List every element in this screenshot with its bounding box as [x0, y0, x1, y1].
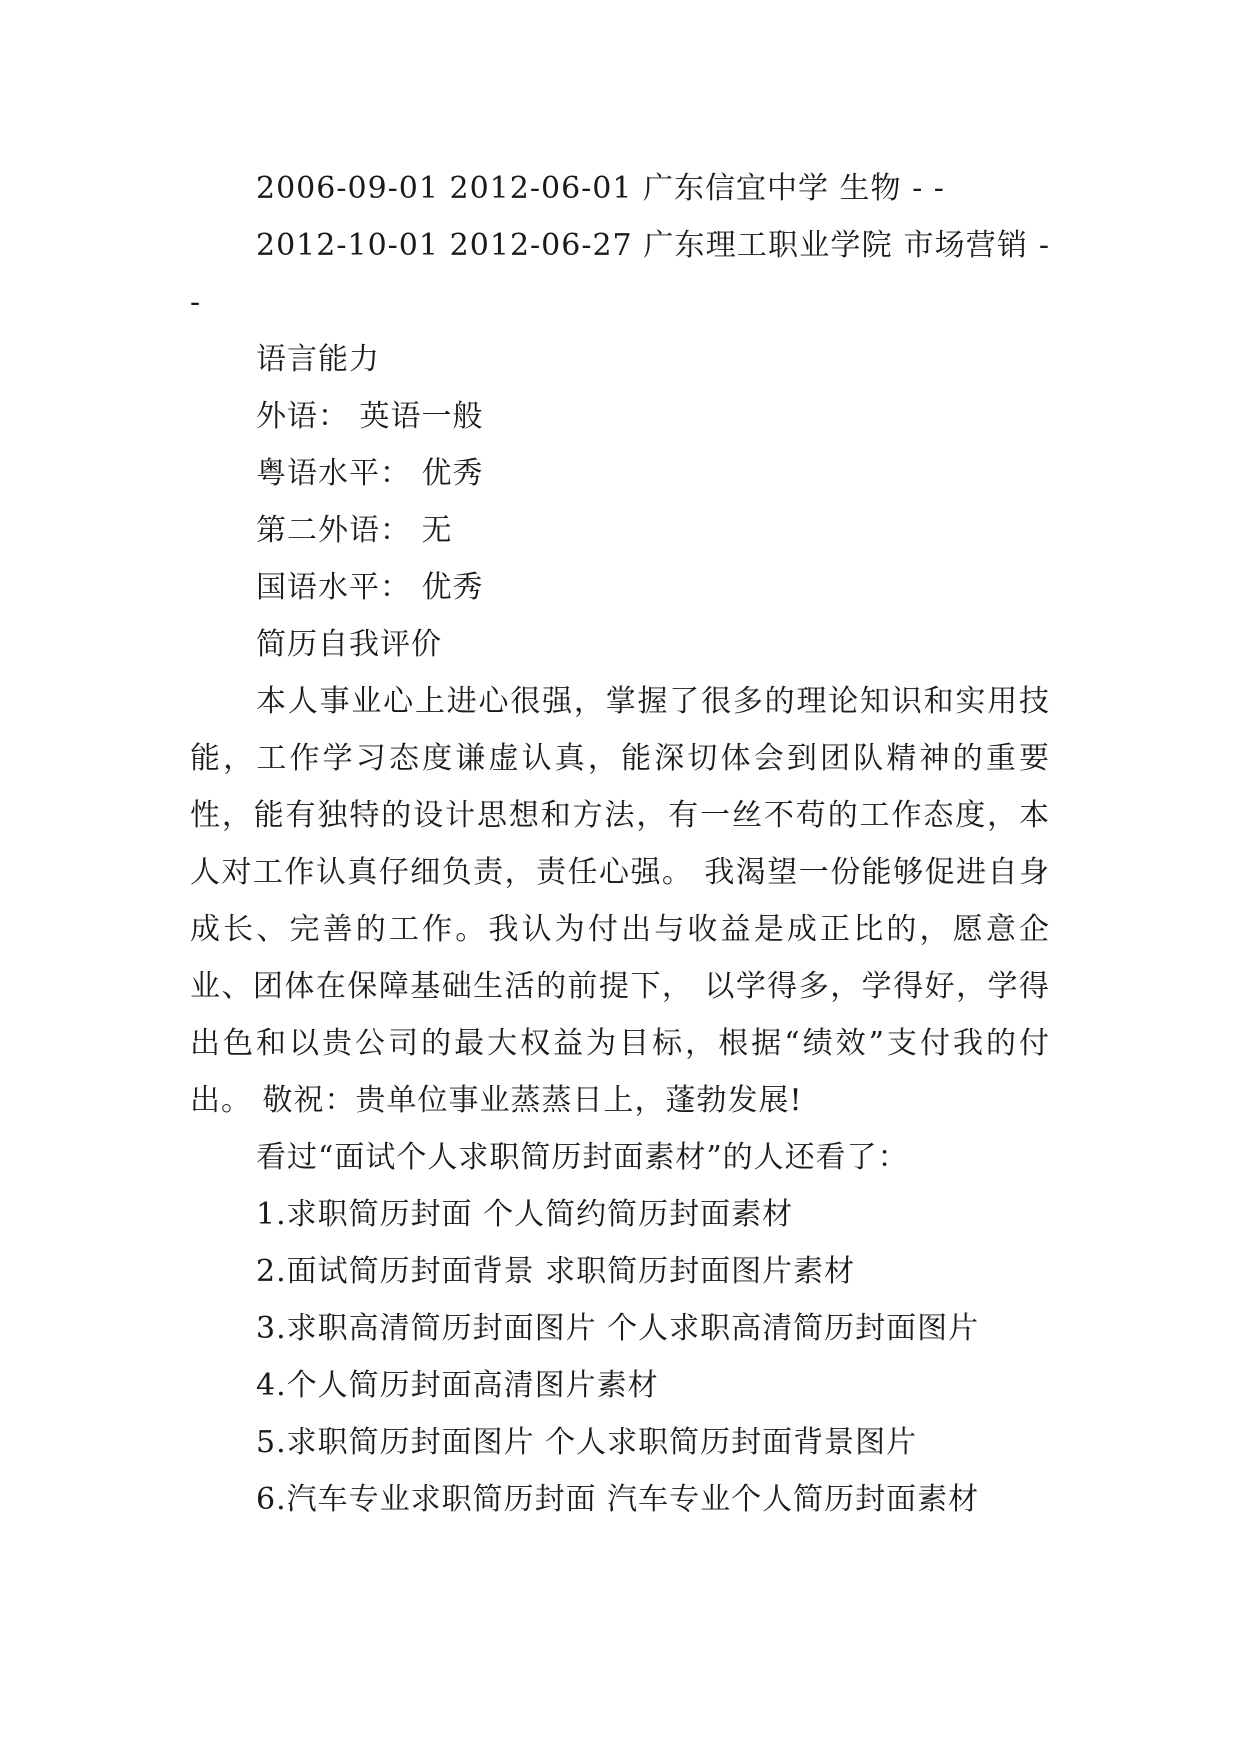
- related-link[interactable]: 2.面试简历封面背景 求职简历封面图片素材: [256, 1254, 856, 1289]
- self-eval-body: 本人事业心上进心很强，掌握了很多的理论知识和实用技能，工作学习态度谦虚认真，能深切体会到团队精神的重要性，能有独特的设计思想和方法，有一丝不苟的工作态度，本人对工作认真仔细负责，责任心强。 我渴望一份能够促进自身成长、完善的工作。我认为付出与收益是成正比的，愿意企业、团体在保障基础生活的前提下， 以学得多，学得好，学得出色和以贵公司的最大权益为目标，根据“绩效”支付我的付出。 敬祝：贵单位事业蒸蒸日上，蓬勃发展!: [190, 684, 1050, 1118]
- language-item: 国语水平： 优秀: [256, 570, 484, 605]
- related-heading: 看过“面试个人求职简历封面素材”的人还看了：: [256, 1140, 909, 1175]
- education-line-1: 2006-09-01 2012-06-01 广东信宜中学 生物 - -: [256, 171, 945, 206]
- related-link[interactable]: 5.求职简历封面图片 个人求职简历封面背景图片: [256, 1425, 918, 1460]
- education-line-2: 2012-10-01 2012-06-27 广东理工职业学院 市场营销 - -: [190, 228, 1050, 320]
- self-eval-heading: 简历自我评价: [256, 627, 442, 662]
- document-body: [190, 160, 1050, 1528]
- related-link[interactable]: 4.个人简历封面高清图片素材: [256, 1368, 659, 1403]
- related-link[interactable]: 1.求职简历封面 个人简约简历封面素材: [256, 1197, 794, 1232]
- related-link[interactable]: 6.汽车专业求职简历封面 汽车专业个人简历封面素材: [256, 1482, 980, 1517]
- language-item: 第二外语： 无: [256, 513, 453, 548]
- language-heading: 语言能力: [256, 342, 380, 377]
- related-link[interactable]: 3.求职高清简历封面图片 个人求职高清简历封面图片: [256, 1311, 980, 1346]
- language-item: 粤语水平： 优秀: [256, 456, 484, 491]
- language-item: 外语： 英语一般: [256, 399, 484, 434]
